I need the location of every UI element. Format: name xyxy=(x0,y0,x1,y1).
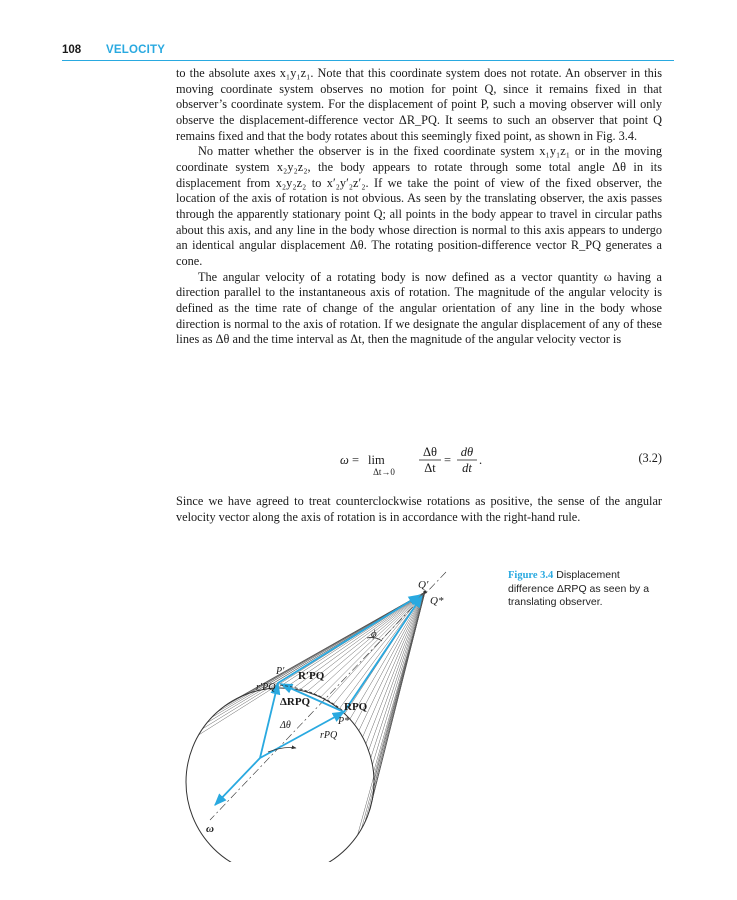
caption-label: Figure 3.4 xyxy=(508,570,554,581)
equation-number: (3.2) xyxy=(638,451,662,465)
cone-generator-line xyxy=(321,592,426,697)
eq-lim-sub: Δt→0 xyxy=(373,467,395,477)
paragraph-2: No matter whether the observer is in the fixed coordinate system x₁y₁z₁ or in the moving coordinate system x₂y₂z₂, the body appears to rotate through some total angle Δθ in its displacement from x₂y₂z₂ to x′₂y′₂z′₂. If we take the point of view of the fixed observer, the location of the axis of rotation is not obvious. As seen by the translating observer, the axis passes through the apparently stationary point Q; all points in the body appear to travel in circular paths about this axis, and any line in the body whose direction is normal to this axis appears to undergo an identical angular displacement Δθ. The rotating position-difference vector R_PQ generates a cone. xyxy=(176,144,662,268)
eq-frac2-num: dθ xyxy=(460,445,474,459)
omega-vector xyxy=(215,758,260,805)
label-r-pq-lower: rPQ xyxy=(320,730,338,741)
paragraph-3: The angular velocity of a rotating body is now defined as a vector quantity ω having a direction parallel to the instantaneous axis of rotation. The magnitude of the angular velocity is defined as the time rate of change of the angular orientation of any line in the body whose direction is normal to the axis of rotation. If we designate the angular displacement of any of these lines as Δθ and the time interval as Δt, then the magnitude of the angular velocity vector is xyxy=(176,269,662,347)
cone-base-circle xyxy=(186,688,374,862)
eq-equals: = xyxy=(352,453,360,467)
eq-period: . xyxy=(479,453,483,467)
eq-frac1-den: Δt xyxy=(424,461,436,475)
body-text xyxy=(176,66,662,348)
header-rule xyxy=(62,60,674,61)
label-r-prime-pq-upper: R′PQ xyxy=(298,670,325,682)
label-phi: ϕ xyxy=(371,628,377,640)
cone-generator-line xyxy=(249,592,425,693)
label-r-pq-upper: RPQ xyxy=(344,701,368,713)
eq-lhs: ω xyxy=(340,453,349,467)
eq-lim: lim xyxy=(368,453,385,467)
label-delta-theta: Δθ xyxy=(280,720,291,731)
eq-frac2-den: dt xyxy=(462,461,472,475)
running-title: VELOCITY xyxy=(106,44,166,56)
equation-3-2 xyxy=(176,438,662,478)
label-q-star: Q* xyxy=(430,595,444,607)
equation-body xyxy=(176,438,576,478)
cone-generator-lines xyxy=(199,592,425,835)
label-p-prime: P′ xyxy=(276,666,285,677)
eq-frac1-num: Δθ xyxy=(422,445,438,459)
figure-3-4 xyxy=(170,562,500,867)
page-number: 108 xyxy=(62,44,82,56)
caption-text: Displacement difference ΔRPQ as seen by a translating observer. xyxy=(508,569,650,608)
label-p-star: P* xyxy=(338,716,350,727)
paragraph-1: to the absolute axes x₁y₁z₁. Note that this coordinate system does not rotate. An observer in this moving coordinate system observes no motion for point Q, since it remains fixed in that observer’s coordinate system. For the displacement of point P, such a moving observer will only observe the displacement-difference vector ΔR_PQ. It seems to such an observer that point Q remains fixed and that the body rotates about this seemingly fixed point, as shown in Fig. 3.4. xyxy=(176,66,662,143)
label-delta-r-pq: ΔRPQ xyxy=(280,696,311,708)
body-text-after xyxy=(176,494,662,525)
label-omega: ω xyxy=(206,823,214,835)
eq-equals-2: = xyxy=(444,453,452,467)
figure-caption xyxy=(508,569,668,610)
label-r-prime-pq-lower: r′PQ xyxy=(256,682,276,693)
paragraph-4: Since we have agreed to treat counterclockwise rotations as positive, the sense of the angular velocity vector along the axis of rotation is in accordance with the right-hand rule. xyxy=(176,494,662,524)
cone-diagram xyxy=(170,562,500,862)
page-header xyxy=(62,44,674,62)
label-q-prime: Q′ xyxy=(418,579,429,591)
r-pq-upper-vector xyxy=(344,596,422,712)
